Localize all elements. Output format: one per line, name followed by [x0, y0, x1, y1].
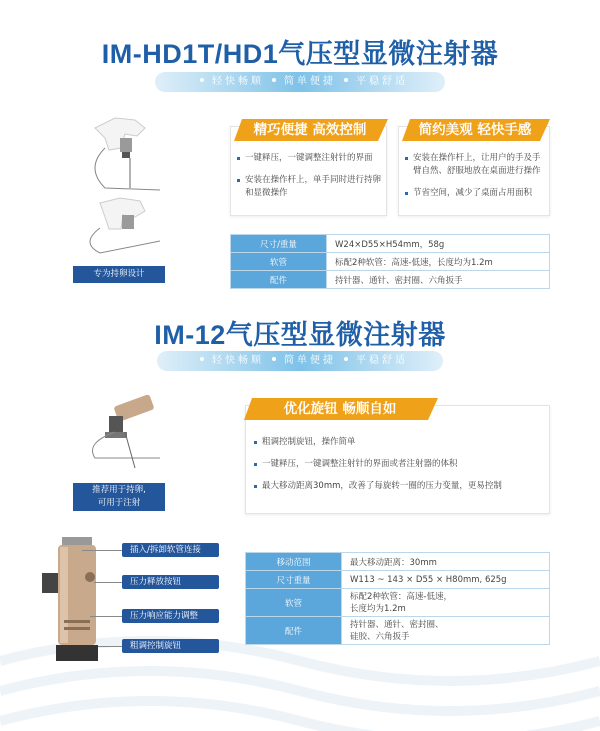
section1-spec-table: [230, 234, 550, 289]
list-item: 一键释压，一键调整注射针的界面或者注射器的体积: [254, 458, 546, 471]
table-row: 尺寸/重量 W24×D55×H54mm，58g: [231, 235, 550, 253]
part-label-release: 压力释放按钮: [122, 575, 219, 589]
leader-line: [94, 582, 122, 583]
table-row: 移动范围 最大移动距离：30mm: [246, 553, 550, 571]
leader-line: [90, 616, 122, 617]
section1-caption: 专为持卵设计: [73, 266, 165, 283]
feature-right-bullets: [405, 152, 547, 209]
feature-left-bullets: [237, 152, 383, 209]
feature-heading: 优化旋钮 畅顺自如: [252, 398, 428, 420]
feature-right-heading: 简约美观 轻快手感: [410, 119, 540, 141]
list-item: 安装在操作杆上，让用户的手及手臂自然、舒服地放在桌面进行操作: [405, 152, 547, 178]
part-label-response: 压力响应能力调整: [122, 609, 219, 623]
section1-slogan: 轻快畅顺 简单便捷 平稳舒适: [155, 72, 445, 92]
section2-caption: 推荐用于持卵, 可用于注射: [73, 483, 165, 511]
table-row: 配件 持针器、通针、密封圈、六角扳手: [231, 271, 550, 289]
leader-line: [98, 646, 122, 647]
hd1t-product-image: [75, 108, 165, 198]
section2-title: IM-12气压型显微注射器: [154, 320, 446, 350]
leader-line: [82, 550, 122, 551]
section1-title: IM-HD1T/HD1气压型显微注射器: [101, 39, 499, 69]
im12-product-image: [75, 388, 167, 478]
table-row: 软管 标配2种软管：高速-低速，长度均为1.2m: [231, 253, 550, 271]
list-item: 一键释压，一键调整注射针的界面: [237, 152, 383, 165]
list-item: 粗调控制旋钮，操作简单: [254, 436, 546, 449]
list-item: 最大移动距离30mm，改善了每旋转一圈的压力变量，更易控制: [254, 480, 546, 493]
table-row: 软管 标配2种软管：高速-低速， 长度均为1.2m: [246, 589, 550, 617]
table-row: 尺寸重量 W113 ~ 143 × D55 × H80mm, 625g: [246, 571, 550, 589]
hd1-product-image: [75, 193, 165, 263]
feature-left-heading: 精巧便捷 高效控制: [242, 119, 378, 141]
part-label-hose: 插入/拆卸软管连接: [122, 543, 219, 557]
list-item: 安装在操作杆上，单手同时进行持卵和显微操作: [237, 174, 383, 200]
list-item: 节省空间，减少了桌面占用面积: [405, 187, 547, 200]
part-label-knob: 粗调控制旋钮: [122, 639, 219, 653]
feature-bullets: [254, 436, 546, 502]
section2-slogan: 轻快畅顺 简单便捷 平稳舒适: [157, 351, 443, 371]
section2-spec-table: [245, 552, 550, 645]
table-row: 配件 持针器、通针、密封圈、 硅胶、六角扳手: [246, 617, 550, 645]
